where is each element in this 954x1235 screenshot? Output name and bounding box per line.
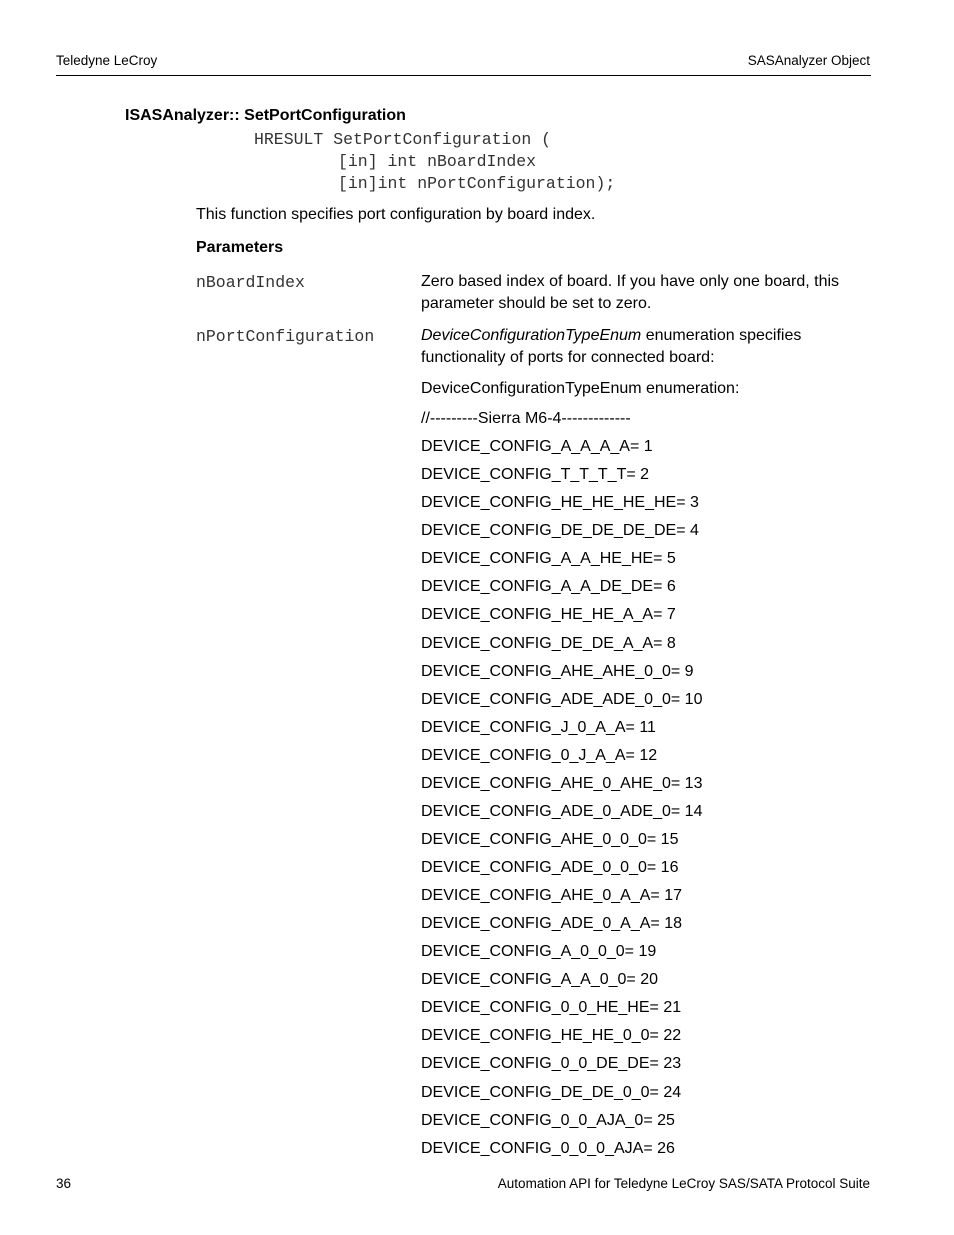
param-desc-nboardindex: Zero based index of board. If you have only one board, this parameter should be set to zero. (421, 273, 840, 312)
footer-title: Automation API for Teledyne LeCroy SAS/SATA Protocol Suite (497, 1176, 870, 1191)
enum-item: DEVICE_CONFIG_ADE_0_0_0= 16 (421, 859, 679, 876)
function-title: ISASAnalyzer:: SetPortConfiguration (125, 107, 406, 124)
enum-item: DEVICE_CONFIG_0_0_HE_HE= 21 (421, 999, 682, 1017)
header-right-text: SASAnalyzer Object (747, 53, 870, 68)
enum-item: DEVICE_CONFIG_A_A_DE_DE= 6 (421, 578, 676, 596)
enum-item: DEVICE_CONFIG_A_A_A_A= 1 (421, 438, 653, 456)
enum-item: DEVICE_CONFIG_ADE_0_ADE_0= 14 (421, 802, 703, 820)
enum-item: DEVICE_CONFIG_A_0_0_0= 19 (421, 943, 657, 961)
enum-item: DEVICE_CONFIG_A_A_0_0= 20 (421, 971, 659, 989)
enum-item: DEVICE_CONFIG_J_0_A_A= 11 (421, 718, 656, 736)
parameters-heading: Parameters (196, 239, 284, 256)
enum-item: DEVICE_CONFIG_ADE_0_A_A= 18 (421, 915, 683, 933)
enum-item: DEVICE_CONFIG_T_T_T_T= 2 (421, 466, 650, 484)
param-name-nboardindex: nBoardIndex (196, 273, 305, 292)
page-number: 36 (56, 1176, 72, 1191)
param-desc-nportconfiguration (421, 325, 871, 369)
enum-item: DEVICE_CONFIG_AHE_0_AHE_0= 13 (421, 774, 703, 792)
signature-line-3: [in]int nPortConfiguration); (338, 174, 616, 193)
enum-list (421, 408, 702, 1166)
enum-item: DEVICE_CONFIG_0_0_DE_DE= 23 (421, 1055, 682, 1073)
enum-item: DEVICE_CONFIG_HE_HE_0_0= 22 (421, 1027, 682, 1045)
enum-item: DEVICE_CONFIG_ADE_ADE_0_0= 10 (421, 690, 703, 708)
enum-item: DEVICE_CONFIG_DE_DE_DE_DE= 4 (421, 522, 699, 540)
enum-item: DEVICE_CONFIG_AHE_0_A_A= 17 (421, 887, 683, 905)
enum-item: DEVICE_CONFIG_AHE_0_0_0= 15 (421, 830, 679, 848)
enum-item: DEVICE_CONFIG_DE_DE_0_0= 24 (421, 1083, 682, 1101)
param-desc-rest: enumeration specifies functionality of ports for connected board: (421, 327, 802, 366)
enum-item: DEVICE_CONFIG_AHE_AHE_0_0= 9 (421, 662, 694, 680)
enum-item: //---------Sierra M6-4------------- (421, 410, 631, 427)
header-left-text: Teledyne LeCroy (56, 53, 158, 68)
enum-item: DEVICE_CONFIG_HE_HE_HE_HE= 3 (421, 494, 699, 512)
enum-title: DeviceConfigurationTypeEnum enumeration: (421, 380, 740, 397)
enum-item: DEVICE_CONFIG_HE_HE_A_A= 7 (421, 606, 676, 624)
signature-line-2: [in] int nBoardIndex (338, 152, 537, 171)
enum-item: DEVICE_CONFIG_DE_DE_A_A= 8 (421, 634, 676, 652)
signature-line-1: HRESULT SetPortConfiguration ( (254, 130, 552, 149)
enum-item: DEVICE_CONFIG_0_J_A_A= 12 (421, 746, 658, 764)
function-description: This function specifies port configuration by board index. (196, 206, 596, 223)
enum-item: DEVICE_CONFIG_0_0_AJA_0= 25 (421, 1111, 675, 1129)
header-divider (56, 75, 871, 76)
enum-item: DEVICE_CONFIG_A_A_HE_HE= 5 (421, 550, 676, 568)
param-name-nportconfiguration: nPortConfiguration (196, 327, 375, 346)
enum-item: DEVICE_CONFIG_0_0_0_AJA= 26 (421, 1139, 675, 1157)
enum-type-name: DeviceConfigurationTypeEnum (421, 327, 642, 344)
